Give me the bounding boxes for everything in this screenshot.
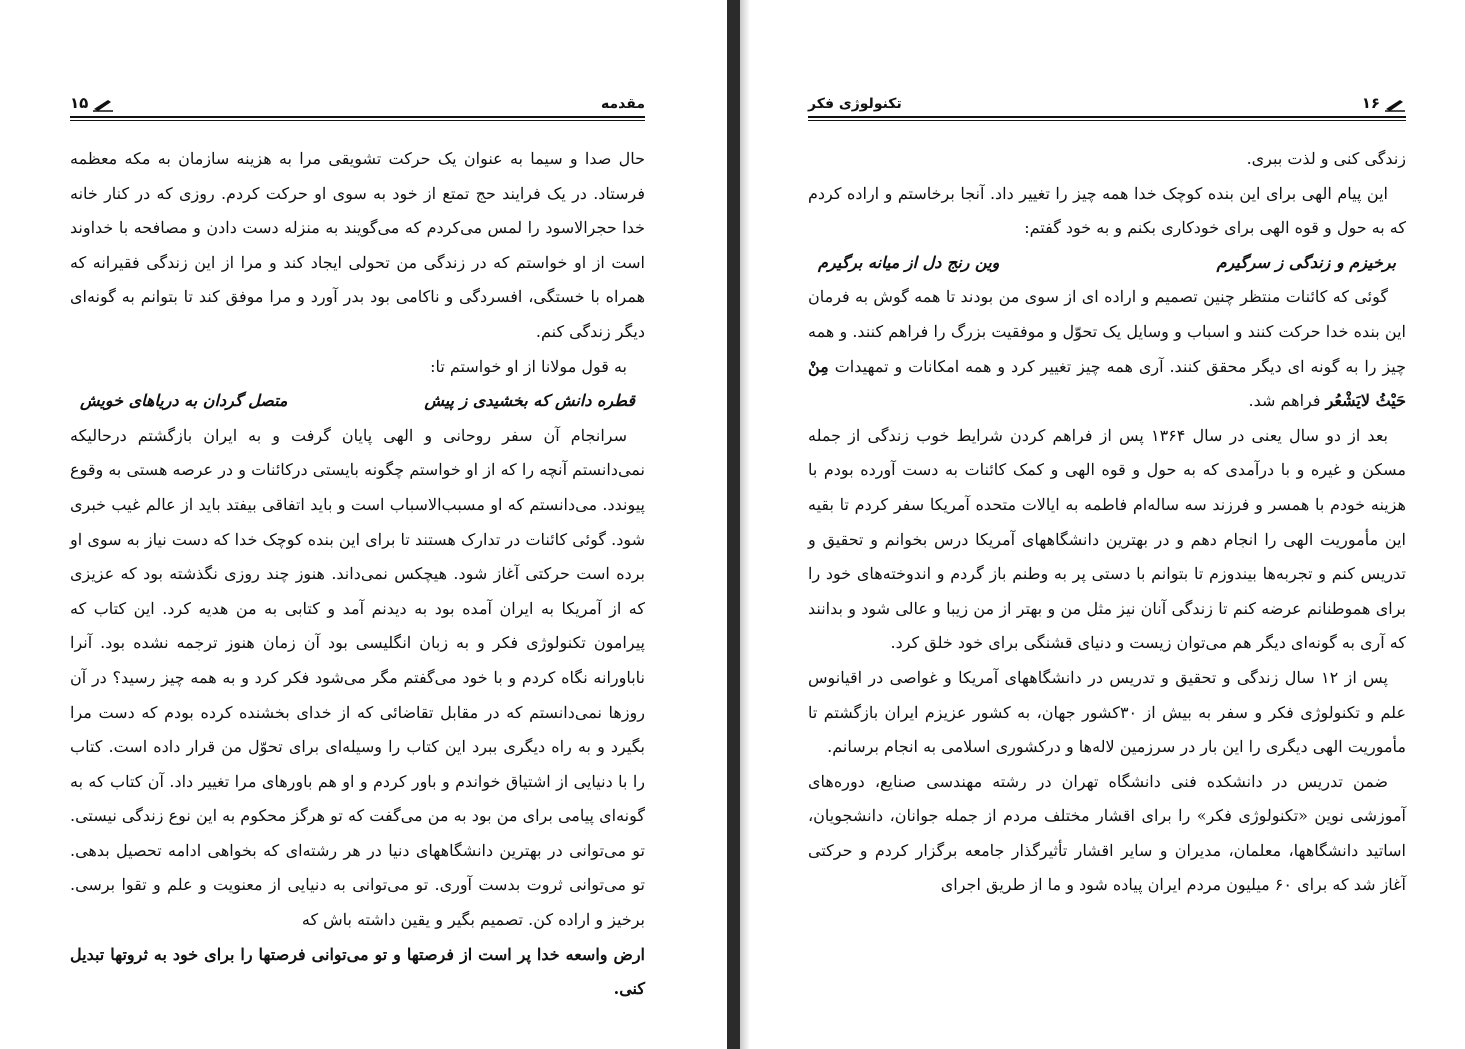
quranic-phrase: مِنْ حَیْثُ لایَشْعُر [808, 356, 1406, 411]
paragraph: بعد از دو سال یعنی در سال ۱۳۶۴ پس از فراهم کردن شرایط خوب زندگی از جمله مسکن و غیره و با درآمدی که به حول و قوه الهی و کمک کائنات به دست آورده بودم با هزینه خودم با همسر و فرزند سه ساله‌ام فاطمه به ایالات متحده آمریکا سفر کردم تا بقیه این مأموریت الهی را انجام دهم و در بهترین دانشگاههای آمریکا درس بخوانم و تحقیق و تدریس کنم و تجربه‌ها بیندوزم تا بتوانم با دستی پر به وطنم باز گردم و اندوخته‌های خود را برای هموطنانم عرضه کنم تا زندگی آنان نیز مثل من و بهتر از من زیبا و عالی شود و بدانند که آری به گونه‌ای دیگر هم می‌توان زیست و دنیای قشنگی برای خود خلق کرد. [808, 425, 1407, 653]
paragraph: پس از ۱۲ سال زندگی و تحقیق و تدریس در دانشگاههای آمریکا و غواصی در اقیانوس علم و تکنولوژی فکر و سفر به بیش از ۳۰کشور جهان، به کشور عزیزم ایران بازگشتم تا مأموریت الهی دیگری را این بار در سرزمین لاله‌ها و درکشوری اسلامی به انجام برسانم. [808, 667, 1407, 757]
pen-icon [1384, 98, 1406, 112]
verse-hemistich-left: متصل گردان به دریاهای خویش [80, 391, 288, 411]
paragraph [808, 280, 1406, 418]
paragraph: به قول مولانا از او خواستم تا: [430, 356, 627, 376]
header-rule-thin [808, 120, 1406, 121]
paragraph: زندگی کنی و لذت ببری. [1246, 149, 1406, 168]
emphasized-line: ارض واسعه خدا پر است از فرصتها و تو می‌توانی فرصتها را برای خود به ثروتها تبدیل کنی. [70, 944, 645, 999]
page-number: ۱۵ [70, 94, 89, 112]
verse-hemistich-left: وین رنج دل از میانه برگیرم [818, 252, 1000, 272]
paragraph: حال صدا و سیما به عنوان یک حرکت تشویقی مرا به هزینه سازمان به مکه معظمه فرستاد. در یک فرایند حج تمتع از خود به سوی او حرکت کردم. روزی که در کنار خانه خدا حجرالاسود را لمس می‌کردم که می‌گویند به منزله دست دادن و مصافحه با خداوند است از او خواستم که در زندگی من تحولی ایجاد کند و مرا از این زندگی فقیرانه که همراه با خستگی، افسردگی و ناکامی بود بدر آورد و مرا موفق کند تا بتوانم به گونه‌ای دیگر زندگی کنم. [70, 149, 646, 341]
running-title: مقدمه [601, 96, 645, 112]
page-number: ۱۶ [1361, 94, 1380, 112]
right-page-header [808, 88, 1406, 112]
paragraph-text: فراهم شد. [1248, 391, 1321, 411]
running-title: تکنولوژی فکر [808, 96, 902, 112]
verse-hemistich-right: برخیزم و زندگی ز سرگیرم [1216, 252, 1396, 272]
paragraph: ضمن تدریس در دانشکده فنی دانشگاه تهران در رشته مهندسی صنایع، دوره‌های آموزشی نوین «تکنولوژی فکر» را برای اقشار مختلف مردم از جمله جوانان، دانشجویان، اساتید دانشگاهها، معلمان، مدیران و سایر اقشار تأثیرگذار جامعه برگزار کردم و حرکتی آغاز شد که برای ۶۰ میلیون مردم ایران پیاده شود و ما از طریق اجرای [808, 771, 1406, 895]
paragraph: این پیام الهی برای این بنده کوچک خدا همه چیز را تغییر داد. آنجا برخاستم و اراده کردم که به حول و قوه الهی برای خودکاری بکنم و به خود گفتم: [808, 183, 1406, 238]
paragraph: سرانجام آن سفر روحانی و الهی پایان گرفت و به ایران بازگشتم درحالیکه نمی‌دانستم آنچه را که از او خواستم چگونه بایستی درکائنات و در عرصه هستی به وقوع پیوندد. می‌دانستم که او مسبب‌الاسباب است و باید اتفاقی بیفتد باید از عالم غیب خبری شود. گوئی کائنات در تدارک هستند تا برای این بنده کوچک خدا که دست نیاز به سوی او برده است حرکتی آغاز شود. هیچکس نمی‌داند. هنوز چند روزی نگذشته بود که عزیزی که از آمریکا به ایران آمده بود به دیدنم آمد و کتابی به من هدیه کرد. این کتاب که پیرامون تکنولوژی فکر و به زبان انگلیسی بود آن زمان هنوز ترجمه نشده بود. آنرا ناباورانه نگاه کردم و با خود می‌گفتم مگر می‌شود فکر کرد و به همه چیز رسید؟ در آن روزها نمی‌دانستم که در مقابل تقاضائی که از خدای بخشنده کرده بودم که دست مرا بگیرد و به راه دیگری ببرد این کتاب را وسیله‌ای برای تحوّل من قرار داده است. کتاب را با دنیایی از اشتیاق خواندم و باور کردم و او هم باورهای مرا تغییر داد. آن کتاب که به گونه‌ای پیامی برای من بود به من می‌گفت که تو هرگز محکوم به این نوع زندگی نیستی. تو می‌توانی در بهترین دانشگاههای دنیا در هر رشته‌ای که بخواهی ادامه تحصیل بدهی. تو می‌توانی ثروت بدست آوری. تو می‌توانی به دنیایی از معنویت و علم و تقوا برسی. برخیز و اراده کن. تصمیم بگیر و یقین داشته باش که [70, 425, 646, 930]
right-page-body [808, 142, 1406, 903]
paragraph-text: گوئی که کائنات منتظر چنین تصمیم و اراده ای از سوی من بودند تا همه گوش به فرمان این بنده خدا حرکت کنند و اسباب و وسایل یک تحوّل و موفقیت بزرگ را فراهم کنند. و همه چیز را به گونه ای دیگر محقق کنند. آری همه چیز تغییر کرد و همه امکانات و تمهیدات [808, 287, 1407, 376]
page-number-group [1362, 94, 1406, 112]
verse-hemistich-right: قطره دانش که بخشیدی ز پیش [424, 391, 635, 411]
header-rule [808, 116, 1406, 118]
poem-verse [808, 246, 1406, 281]
